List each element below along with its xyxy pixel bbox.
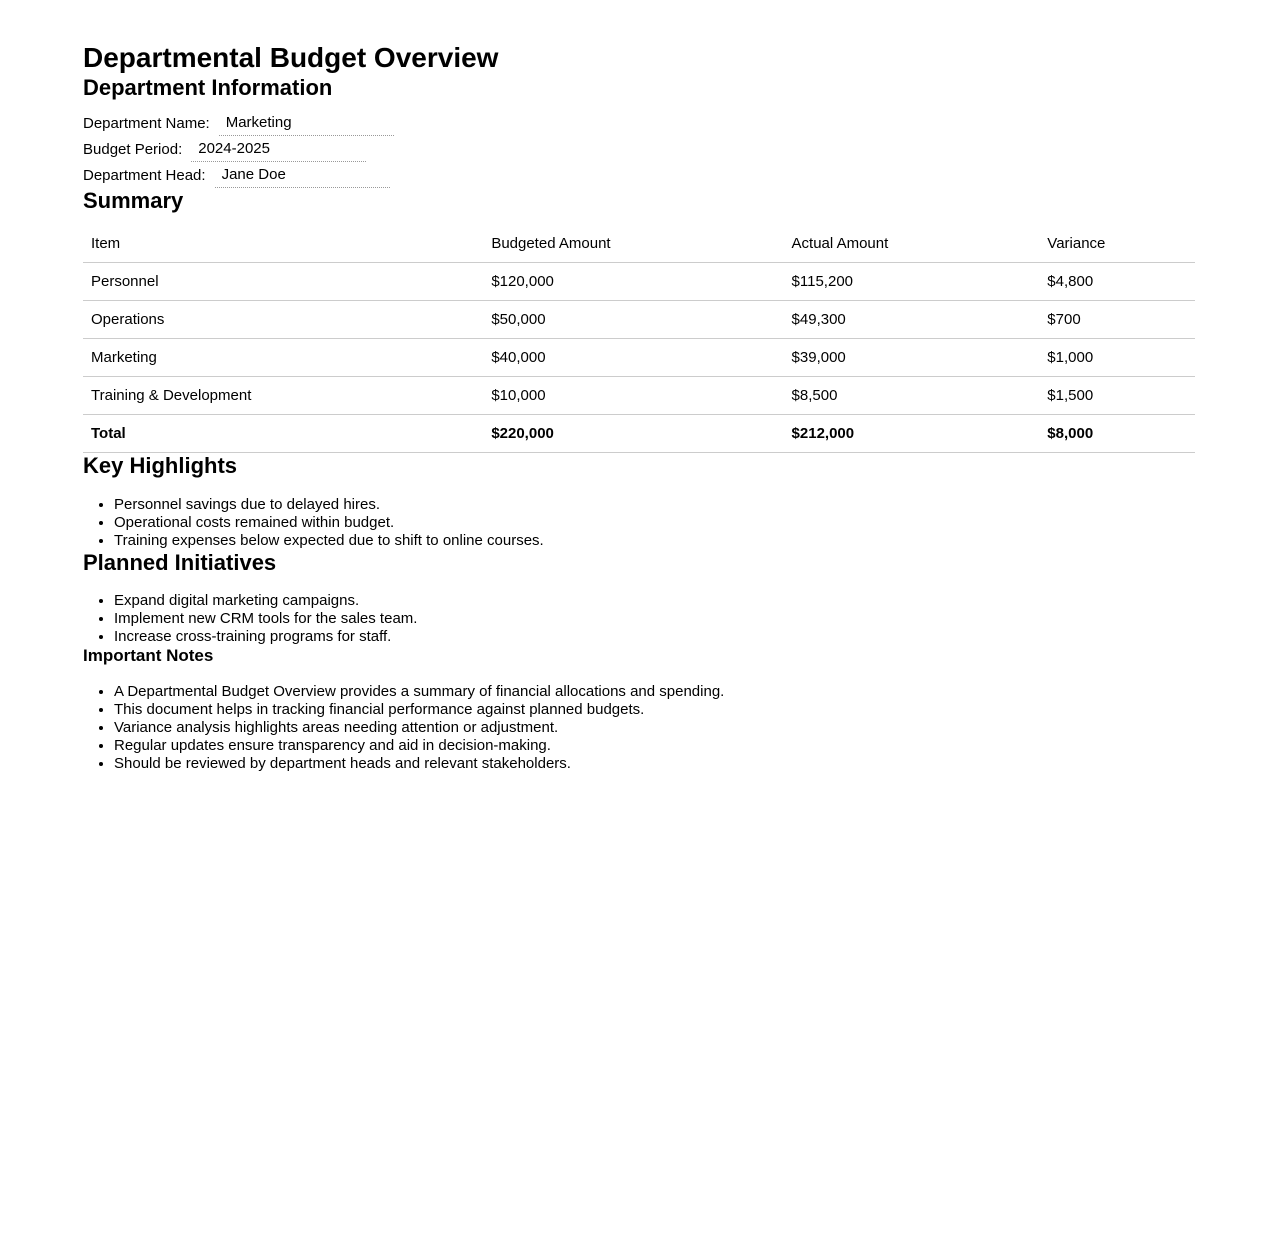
cell-item: Operations [83,301,483,339]
list-item: • Expand digital marketing campaigns. [114,592,1195,610]
department-head-field[interactable]: Jane Doe [215,166,390,188]
department-head-label: Department Head: [83,166,206,184]
column-header-actual-amount: Actual Amount [784,227,1040,263]
page-title: Departmental Budget Overview [83,42,499,73]
cell-item: Marketing [83,339,483,377]
subsection-heading-important-notes: Important Notes [83,646,214,666]
section-heading-planned-initiatives: Planned Initiatives [83,549,277,575]
cell-variance: $1,000 [1039,339,1195,377]
cell-total-variance: $8,000 [1039,415,1195,453]
list-item: • Training expenses below expected due to shift to online courses. [114,532,1195,550]
cell-variance: $700 [1039,301,1195,339]
field-row-budget-period [83,136,1195,162]
cell-budgeted: $50,000 [483,301,783,339]
list-item: • A Departmental Budget Overview provides a summary of financial allocations and spending. [114,683,1195,701]
field-row-department-head [83,162,1195,188]
list-item: • Variance analysis highlights areas needing attention or adjustment. [114,719,1195,737]
field-row-department-name [83,110,1195,136]
planned-initiatives-list [83,592,1195,646]
section-heading-department-information: Department Information [83,74,333,100]
table-row-marketing [83,339,1195,377]
section-heading-key-highlights: Key Highlights [83,453,238,479]
cell-total-label: Total [83,415,483,453]
section-heading-summary: Summary [83,187,184,213]
important-notes-list [83,683,1195,773]
cell-actual: $8,500 [784,377,1040,415]
list-item: • Regular updates ensure transparency and aid in decision-making. [114,737,1195,755]
cell-total-actual: $212,000 [784,415,1040,453]
column-header-budgeted-amount: Budgeted Amount [483,227,783,263]
budget-period-field[interactable]: 2024-2025 [191,140,366,162]
budget-summary-table [83,227,1195,453]
department-name-field[interactable]: Marketing [219,114,394,136]
list-item: • Increase cross-training programs for staff. [114,628,1195,646]
cell-item: Training & Development [83,377,483,415]
column-header-variance: Variance [1039,227,1195,263]
cell-variance: $4,800 [1039,263,1195,301]
table-row-operations [83,301,1195,339]
budget-period-label: Budget Period: [83,140,183,158]
cell-total-budgeted: $220,000 [483,415,783,453]
department-name-label: Department Name: [83,114,210,132]
cell-budgeted: $40,000 [483,339,783,377]
table-row-personnel [83,263,1195,301]
cell-budgeted: $120,000 [483,263,783,301]
list-item: • Personnel savings due to delayed hires. [114,496,1195,514]
list-item: • Should be reviewed by department heads and relevant stakeholders. [114,755,1195,773]
cell-actual: $49,300 [784,301,1040,339]
department-info-fields [83,110,1195,188]
table-row-total [83,415,1195,453]
cell-item: Personnel [83,263,483,301]
list-item: • Implement new CRM tools for the sales team. [114,610,1195,628]
key-highlights-list [83,496,1195,550]
cell-budgeted: $10,000 [483,377,783,415]
list-item: • Operational costs remained within budget. [114,514,1195,532]
cell-actual: $115,200 [784,263,1040,301]
list-item: • This document helps in tracking financial performance against planned budgets. [114,701,1195,719]
table-header-row [83,227,1195,263]
column-header-item: Item [83,227,483,263]
table-row-training-development [83,377,1195,415]
cell-variance: $1,500 [1039,377,1195,415]
cell-actual: $39,000 [784,339,1040,377]
